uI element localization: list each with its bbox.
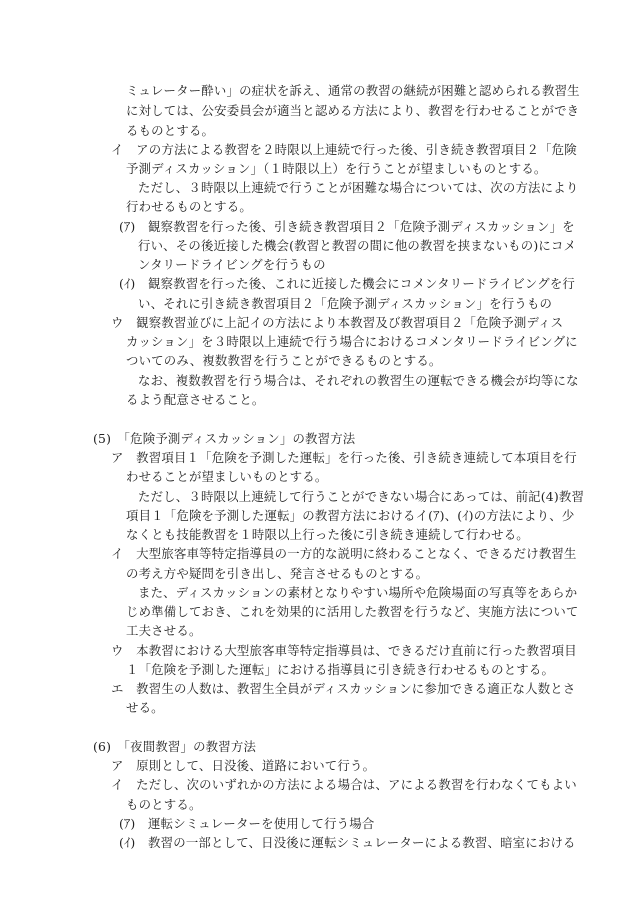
text-line: ウ 本教習における大型旅客車等特定指導員は、できるだけ直前に行った教習項目 [111, 643, 577, 658]
text-line: １「危険を予測した運転」における指導員に引き続き行わせるものとする。 [126, 662, 555, 677]
text-line: ついてのみ、複数教習を行うことができるものとする。 [126, 353, 442, 368]
text-line: ミュレーター酔い」の症状を訴え、通常の教習の継続が困難と認められる教習生 [126, 83, 580, 98]
text-line: イ 大型旅客車等特定指導員の一方的な説明に終わることなく、できるだけ教習生 [111, 546, 577, 561]
text-line: 行わせるものとする。 [126, 199, 252, 214]
text-line: に対しては、公安委員会が適当と認める方法により、教習を行わせることができ [126, 103, 580, 118]
text-line: また、ディスカッションの素材となりやすい場所や危険場面の写真等をあらか [138, 585, 578, 600]
text-line: 項目１「危険を予測した運転」の教習方法におけるイ(ｱ)、(ｲ)の方法により、少 [126, 508, 575, 523]
text-line: 予測ディスカッション」（１時限以上）を行うことが望ましいものとする。 [126, 161, 547, 176]
text-line: (ｲ) 観察教習を行った後、これに近接した機会にコメンタリードライビングを行 [119, 276, 576, 291]
text-line: じめ準備しておき、これを効果的に活用した教習を行うなど、実施方法について [126, 604, 579, 619]
text-line: ただし、３時限以上連続で行うことが困難な場合については、次の方法により [138, 180, 579, 195]
text-line: ア 教習項目１「危険を予測した運転」を行った後、引き続き連続して本項目を行 [111, 450, 577, 465]
text-line: 行い、その後近接した機会(教習と教習の間に他の教習を挟まないもの)にコメ [138, 238, 577, 253]
text-line: エ 教習生の人数は、教習生全員がディスカッションに参加できる適正な人数とさ [111, 681, 576, 696]
text-line: るよう配意させること。 [126, 392, 265, 407]
text-line: なくとも技能教習を１時限以上行った後に引き続き連続して行わせる。 [126, 527, 529, 542]
text-line: ア 原則として、日没後、道路において行う。 [111, 758, 376, 773]
text-line: わせることが望ましいものとする。 [126, 469, 328, 484]
text-line: るものとする。 [126, 123, 215, 138]
text-line: カッション」を３時限以上連続で行う場合におけるコメンタリードライビングに [126, 334, 578, 349]
text-line: 工夫させる。 [126, 623, 202, 638]
text-line: ウ 観察教習並びに上記イの方法により本教習及び教習項目２「危険予測ディス [111, 315, 564, 330]
text-line: イ ただし、次のいずれかの方法による場合は、アによる教習を行わなくてもよい [111, 777, 577, 792]
text-line: ものとする。 [126, 797, 202, 812]
text-line: なお、複数教習を行う場合は、それぞれの教習生の運転できる機会が均等にな [138, 373, 579, 388]
text-line: ただし、３時限以上連続して行うことができない場合にあっては、前記(4)教習 [138, 489, 585, 504]
text-line: い、それに引き続き教習項目２「危険予測ディスカッション」を行うもの [138, 296, 553, 311]
text-line: せる。 [126, 700, 164, 715]
text-line: (ｲ) 教習の一部として、日没後に運転シミュレーターによる教習、暗室における [119, 835, 576, 850]
text-line: (ｱ) 運転シミュレーターを使用して行う場合 [119, 816, 375, 831]
section-heading: (6) 「夜間教習」の教習方法 [93, 739, 257, 754]
text-line: ンタリードライビングを行うもの [138, 257, 326, 272]
text-line: の考え方や疑問を引き出し、発言させるものとする。 [126, 566, 429, 581]
text-line: イ アの方法による教習を２時限以上連続で行った後、引き続き教習項目２「危険 [111, 142, 577, 157]
section-heading: (5) 「危険予測ディスカッション」の教習方法 [93, 431, 356, 446]
text-line: (ｱ) 観察教習を行った後、引き続き教習項目２「危険予測ディスカッション」を [119, 219, 575, 234]
